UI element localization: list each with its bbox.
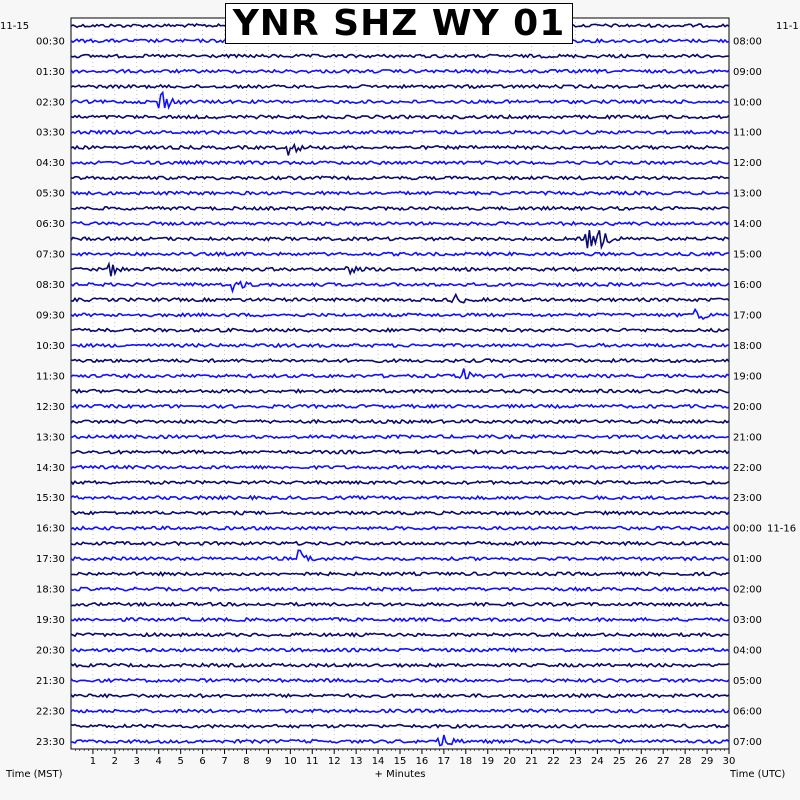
left-date-label: 11-15 <box>0 21 30 32</box>
left-time-label: 01:30 <box>36 66 65 78</box>
x-tick-label: 14 <box>371 756 385 767</box>
right-time-label: 05:00 <box>733 675 762 687</box>
left-time-label: 11:30 <box>36 371 65 383</box>
right-time-label: 16:00 <box>733 280 762 292</box>
x-tick-label: 8 <box>243 756 250 767</box>
left-time-label: 16:30 <box>36 523 65 535</box>
x-tick-label: 1 <box>89 756 97 767</box>
x-tick-label: 3 <box>133 756 140 767</box>
x-tick-label: 22 <box>547 756 560 767</box>
left-time-label: 04:30 <box>36 158 65 170</box>
title-box <box>225 3 573 44</box>
left-time-label: 13:30 <box>36 432 65 444</box>
left-time-label: 07:30 <box>36 249 65 261</box>
left-time-label: 06:30 <box>36 219 65 231</box>
right-time-label: 01:00 <box>733 554 762 566</box>
x-tick-label: 25 <box>612 756 626 767</box>
x-tick-label: 16 <box>415 756 429 767</box>
x-tick-label: 6 <box>199 756 206 767</box>
x-tick-label: 13 <box>349 756 363 767</box>
right-time-label: 23:00 <box>733 493 762 505</box>
left-time-label: 14:30 <box>36 462 65 474</box>
left-time-label: 21:30 <box>36 675 65 687</box>
right-time-label: 17:00 <box>733 310 762 322</box>
right-time-label: 06:00 <box>733 706 762 718</box>
x-tick-label: 21 <box>525 756 538 767</box>
left-time-label: 08:30 <box>36 280 65 292</box>
x-axis-ticks <box>75 749 735 767</box>
right-time-labels <box>733 36 796 748</box>
left-time-label: 23:30 <box>36 736 65 748</box>
x-tick-label: 18 <box>459 756 473 767</box>
x-tick-label: 26 <box>634 756 648 767</box>
x-tick-label: 7 <box>221 756 228 767</box>
left-time-label: 00:30 <box>36 36 65 48</box>
right-time-label: 20:00 <box>733 401 762 413</box>
x-tick-label: 11 <box>305 756 319 767</box>
right-time-label: 14:00 <box>733 219 762 231</box>
right-date-change-label: 11-16 <box>767 523 797 535</box>
x-tick-label: 12 <box>327 756 341 767</box>
x-tick-label: 29 <box>700 756 714 767</box>
x-tick-label: 20 <box>503 756 517 767</box>
x-tick-label: 30 <box>722 756 736 767</box>
right-time-label: 11:00 <box>733 127 762 139</box>
right-time-label: 10:00 <box>733 97 762 109</box>
x-tick-label: 15 <box>393 756 407 767</box>
left-time-label: 19:30 <box>36 615 65 627</box>
right-axis-label: Time (UTC) <box>730 769 786 780</box>
left-time-label: 12:30 <box>36 401 65 413</box>
left-time-label: 20:30 <box>36 645 65 657</box>
right-time-label: 15:00 <box>733 249 762 261</box>
right-time-label: 13:00 <box>733 188 762 200</box>
left-time-label: 15:30 <box>36 493 65 505</box>
right-time-label: 12:00 <box>733 158 762 170</box>
x-tick-label: 9 <box>265 756 272 767</box>
left-time-label: 02:30 <box>36 97 65 109</box>
left-time-labels <box>36 36 65 748</box>
x-tick-label: 19 <box>481 756 495 767</box>
right-time-label: 03:00 <box>733 615 762 627</box>
right-time-label: 08:00 <box>733 36 762 48</box>
x-tick-label: 24 <box>591 756 604 767</box>
x-tick-label: 17 <box>437 756 451 767</box>
right-time-label: 02:00 <box>733 584 762 596</box>
left-time-label: 09:30 <box>36 310 65 322</box>
right-time-label: 22:00 <box>733 462 762 474</box>
x-tick-label: 4 <box>155 756 162 767</box>
right-time-label: 19:00 <box>733 371 762 383</box>
right-time-label: 21:00 <box>733 432 762 444</box>
plot-frame <box>71 18 729 749</box>
left-time-label: 22:30 <box>36 706 65 718</box>
left-axis-label: Time (MST) <box>6 769 63 780</box>
x-tick-label: 2 <box>111 756 119 767</box>
left-time-label: 18:30 <box>36 584 65 596</box>
left-time-label: 17:30 <box>36 554 65 566</box>
x-tick-label: 5 <box>177 756 184 767</box>
x-tick-label: 23 <box>569 756 582 767</box>
right-date-label: 11-1 <box>776 21 799 32</box>
x-tick-label: 27 <box>656 756 670 767</box>
x-tick-label: 28 <box>678 756 692 767</box>
left-time-label: 03:30 <box>36 127 65 139</box>
x-tick-label: 10 <box>283 756 297 767</box>
left-time-label: 10:30 <box>36 340 65 352</box>
right-time-label: 00:00 <box>733 523 762 535</box>
right-time-label: 07:00 <box>733 736 762 748</box>
chart-title: YNR SHZ WY 01 <box>232 3 566 44</box>
right-time-label: 04:00 <box>733 645 762 657</box>
x-axis-label: + Minutes <box>374 769 426 780</box>
right-time-label: 09:00 <box>733 66 762 78</box>
left-time-label: 05:30 <box>36 188 65 200</box>
right-time-label: 18:00 <box>733 340 762 352</box>
